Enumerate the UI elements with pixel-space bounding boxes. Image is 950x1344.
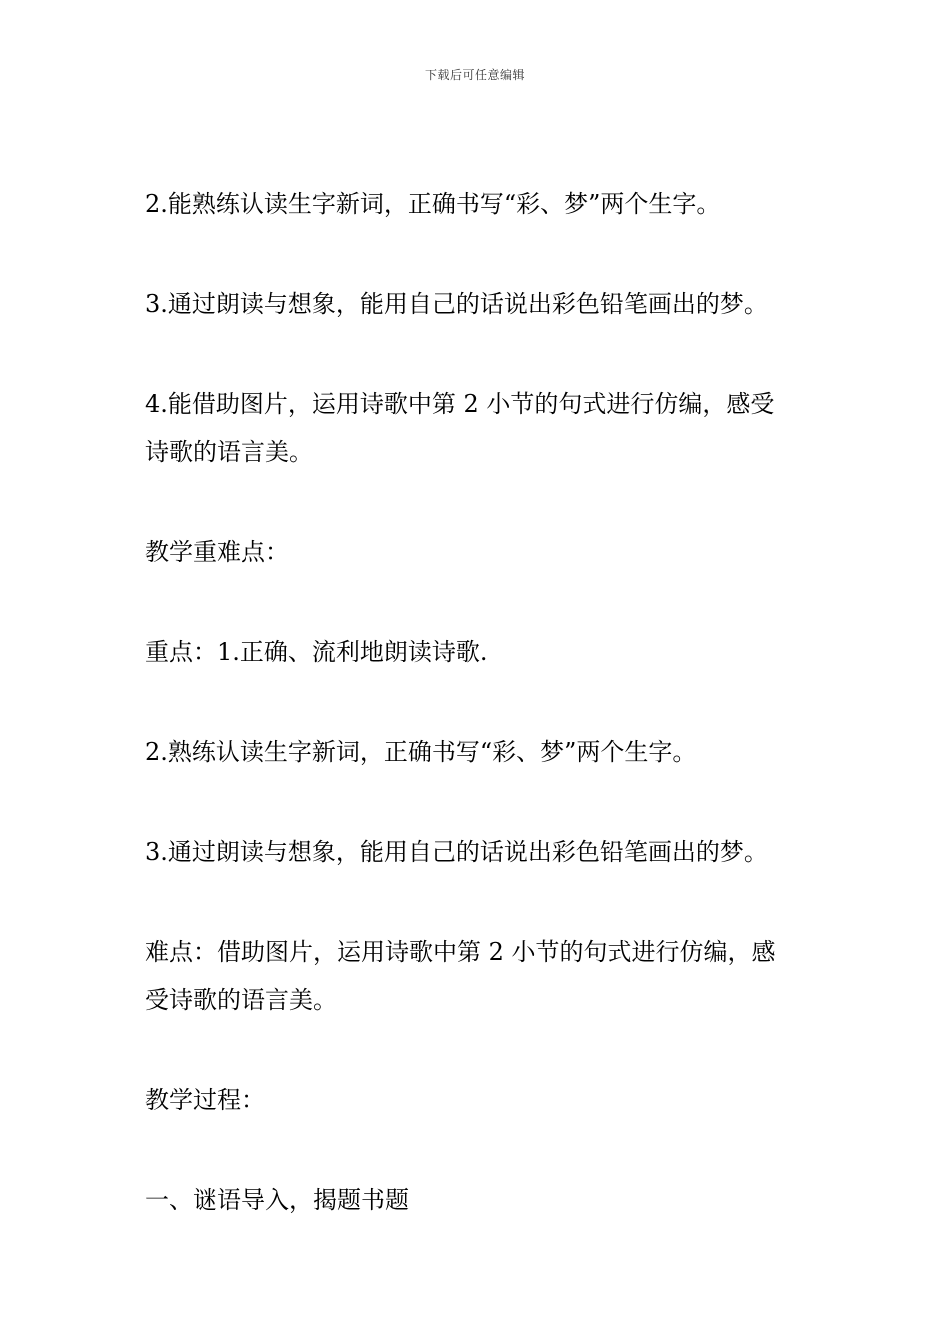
objective-4 [145, 380, 825, 476]
objective-2 [145, 180, 825, 228]
paragraph-line: 难点：借助图片，运用诗歌中第 2 小节的句式进行仿编，感 [145, 938, 776, 966]
paragraph-line: 2.能熟练认读生字新词，正确书写“彩、梦”两个生字。 [145, 190, 721, 218]
paragraph-line: 一、谜语导入，揭题书题 [145, 1186, 409, 1214]
paragraph-line: 2.熟练认读生字新词，正确书写“彩、梦”两个生字。 [145, 738, 697, 766]
key-point-2 [145, 728, 825, 776]
paragraph-line: 教学过程： [145, 1086, 265, 1114]
section-heading-key-points [145, 528, 825, 576]
key-point-3 [145, 828, 825, 876]
paragraph-line: 受诗歌的语言美。 [145, 986, 337, 1014]
paragraph-line: 3.通过朗读与想象，能用自己的话说出彩色铅笔画出的梦。 [145, 290, 768, 318]
paragraph-line: 诗歌的语言美。 [145, 438, 313, 466]
step-1-heading [145, 1176, 825, 1224]
paragraph-line: 教学重难点： [145, 538, 289, 566]
key-point-1 [145, 628, 825, 676]
paragraph-line: 4.能借助图片，运用诗歌中第 2 小节的句式进行仿编，感受 [145, 390, 775, 418]
difficult-point [145, 928, 825, 1024]
paragraph-line: 重点：1.正确、流利地朗读诗歌. [145, 638, 488, 666]
paragraph-line: 3.通过朗读与想象，能用自己的话说出彩色铅笔画出的梦。 [145, 838, 768, 866]
document-body [145, 180, 825, 1276]
objective-3 [145, 280, 825, 328]
section-heading-process [145, 1076, 825, 1124]
header-note: 下载后可任意编辑 [424, 68, 525, 82]
